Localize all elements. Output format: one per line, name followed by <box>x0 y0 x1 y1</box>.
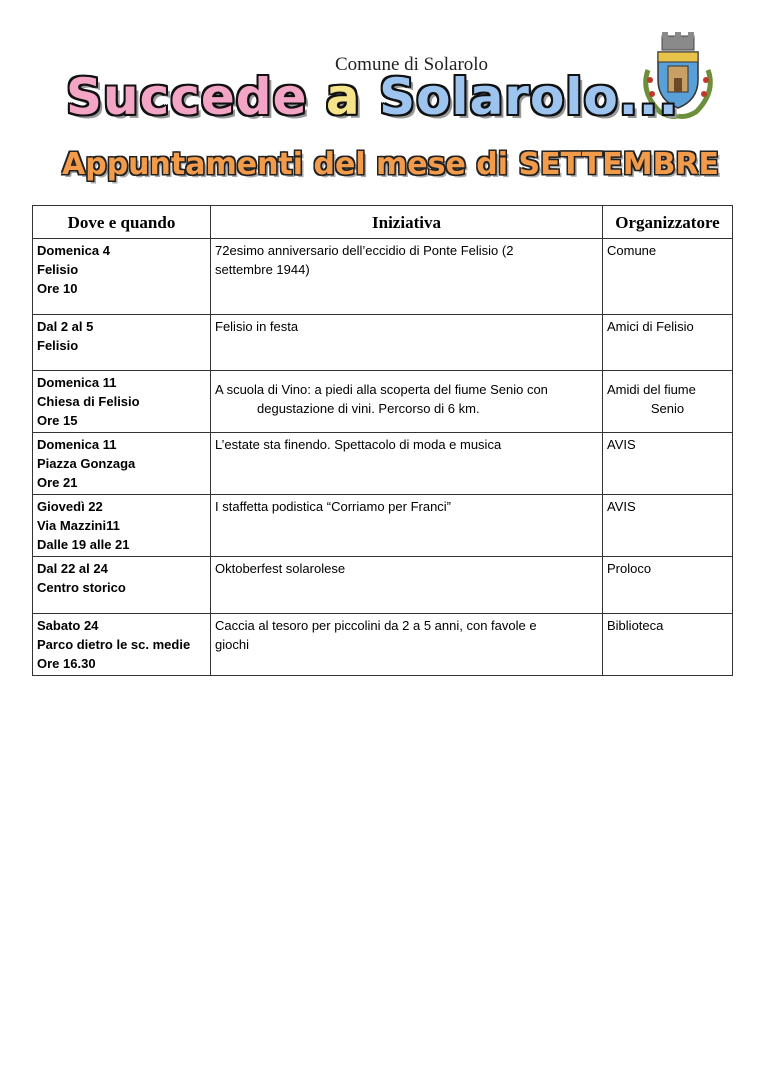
cell-what <box>211 557 603 614</box>
table-row <box>33 239 733 315</box>
cell-what <box>211 614 603 676</box>
where-line: Domenica 4 <box>37 243 110 258</box>
org-line: Biblioteca <box>607 618 664 633</box>
cell-where <box>33 495 211 557</box>
cell-org <box>603 371 733 433</box>
cell-what <box>211 495 603 557</box>
cell-org <box>603 614 733 676</box>
what-line: degustazione di vini. Percorso di 6 km. <box>257 401 480 416</box>
org-line: Amici di Felisio <box>607 319 694 334</box>
what-line: 72esimo anniversario dell’eccidio di Ponte Felisio (2 <box>215 243 514 258</box>
subtitle: Appuntamenti del mese di SETTEMBRE <box>62 147 720 182</box>
where-line: Ore 10 <box>37 281 78 296</box>
where-line: Dal 22 al 24 <box>37 561 108 576</box>
where-line: Domenica 11 <box>37 375 117 390</box>
where-line: Via Mazzini11 <box>37 518 120 533</box>
cell-what <box>211 371 603 433</box>
table-row <box>33 433 733 495</box>
main-title <box>66 68 679 126</box>
where-line: Ore 15 <box>37 413 78 428</box>
cell-where <box>33 371 211 433</box>
title-part-2: a <box>325 68 380 126</box>
where-line: Felisio <box>37 262 79 277</box>
cell-org <box>603 495 733 557</box>
cell-org <box>603 239 733 315</box>
title-part-1: Succede <box>66 68 326 126</box>
org-line: AVIS <box>607 437 636 452</box>
table-row <box>33 495 733 557</box>
where-line: Felisio <box>37 338 79 353</box>
cell-org <box>603 557 733 614</box>
org-line: AVIS <box>607 499 636 514</box>
org-line: Proloco <box>607 561 652 576</box>
header-org: Organizzatore <box>603 206 733 239</box>
cell-org <box>603 315 733 371</box>
what-line: Felisio in festa <box>215 319 299 334</box>
cell-org <box>603 433 733 495</box>
cell-where <box>33 315 211 371</box>
where-line: Dal 2 al 5 <box>37 319 94 334</box>
where-line: Ore 16.30 <box>37 656 96 671</box>
where-line: Chiesa di Felisio <box>37 394 140 409</box>
cell-where <box>33 433 211 495</box>
table-row <box>33 315 733 371</box>
org-line: Comune <box>607 243 657 258</box>
cell-where <box>33 557 211 614</box>
where-line: Dalle 19 alle 21 <box>37 537 130 552</box>
cell-where <box>33 614 211 676</box>
cell-what <box>211 315 603 371</box>
what-line: settembre 1944) <box>215 262 310 277</box>
cell-what <box>211 433 603 495</box>
what-line: Caccia al tesoro per piccolini da 2 a 5 anni, con favole e <box>215 618 537 633</box>
cell-what <box>211 239 603 315</box>
where-line: Domenica 11 <box>37 437 117 452</box>
org-line: Senio <box>650 401 685 416</box>
header-where: Dove e quando <box>33 206 211 239</box>
what-line: L’estate sta finendo. Spettacolo di moda e musica <box>215 437 502 452</box>
header-what: Iniziativa <box>211 206 603 239</box>
org-line: Amidi del fiume <box>607 382 696 397</box>
where-line: Giovedì 22 <box>37 499 103 514</box>
cell-where <box>33 239 211 315</box>
comune-label: Comune di Solarolo <box>335 54 489 75</box>
what-line: A scuola di Vino: a piedi alla scoperta del fiume Senio con <box>215 382 548 397</box>
where-line: Parco dietro le sc. medie <box>37 637 191 652</box>
where-line: Centro storico <box>37 580 126 595</box>
title-part-3: Solarolo... <box>379 68 679 126</box>
table-header-row <box>33 206 733 239</box>
where-line: Ore 21 <box>37 475 78 490</box>
where-line: Sabato 24 <box>37 618 99 633</box>
where-line: Piazza Gonzaga <box>37 456 136 471</box>
what-line: Oktoberfest solarolese <box>215 561 346 576</box>
events-table <box>32 205 733 676</box>
table-row <box>33 371 733 433</box>
what-line: I staffetta podistica “Corriamo per Franci” <box>215 499 452 514</box>
table-row <box>33 614 733 676</box>
what-line: giochi <box>215 637 249 652</box>
table-row <box>33 557 733 614</box>
